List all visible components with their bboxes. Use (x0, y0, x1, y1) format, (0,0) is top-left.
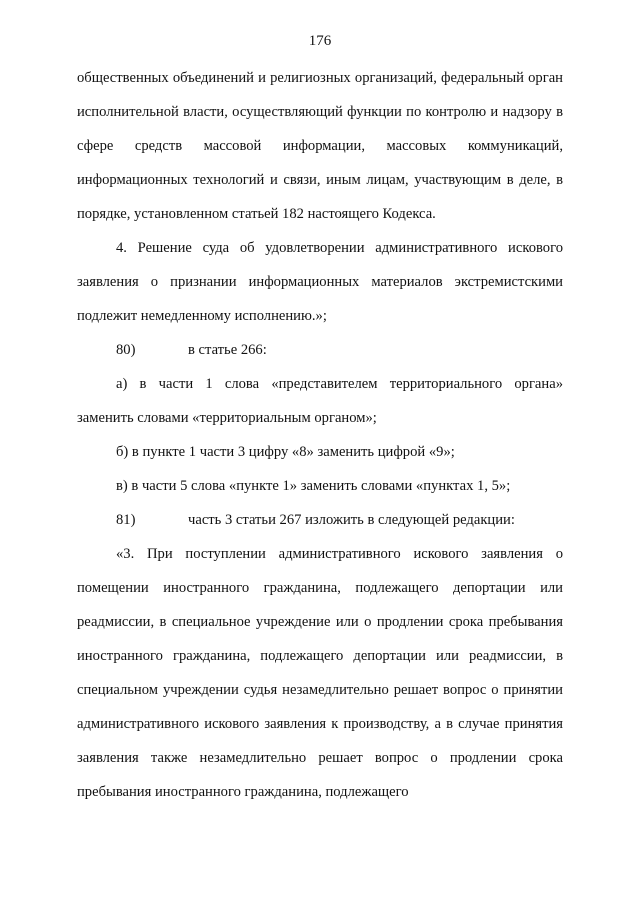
paragraph-clause-4: 4. Решение суда об удовлетворении административного искового заявления о признании информационных материалов экстремистскими подлежит немедленному исполнению.»; (77, 240, 563, 324)
item-number: 81) (116, 512, 136, 528)
paragraph-subitem-b: б) в пункте 1 части 3 цифру «8» заменить цифрой «9»; (116, 444, 455, 460)
paragraph-continuation: общественных объединений и религиозных организаций, федеральный орган исполнительной власти, осуществляющий функции по контролю и надзору в сфере средств массовой информации, массовых коммуникаций, информационных технологий и связи, иным лицам, участвующим в деле, в порядке, установленном статьей 182 настоящего Кодекса. (77, 70, 563, 222)
item-number: 80) (116, 342, 136, 358)
list-item-80 (77, 333, 563, 367)
item-text: часть 3 статьи 267 изложить в следующей редакции: (188, 512, 515, 528)
document-body (77, 61, 563, 809)
item-text: в статье 266: (188, 342, 267, 358)
paragraph-subitem-a: а) в части 1 слова «представителем территориального органа» заменить словами «территориальным органом»; (77, 376, 563, 426)
list-item-81 (77, 503, 563, 537)
paragraph-clause-3: «3. При поступлении административного искового заявления о помещении иностранного гражданина, подлежащего депортации или реадмиссии, в специальное учреждение или о продлении срока пребывания иностранного гражданина, подлежащего депортации или реадмиссии, в специальном учреждении судья незамедлительно решает вопрос о принятии административного искового заявления к производству, а в случае принятия заявления также незамедлительно решает вопрос о продлении срока пребывания иностранного гражданина, подлежащего (77, 546, 563, 800)
paragraph-subitem-v: в) в части 5 слова «пункте 1» заменить словами «пунктах 1, 5»; (116, 478, 511, 494)
page-number: 176 (308, 33, 332, 49)
